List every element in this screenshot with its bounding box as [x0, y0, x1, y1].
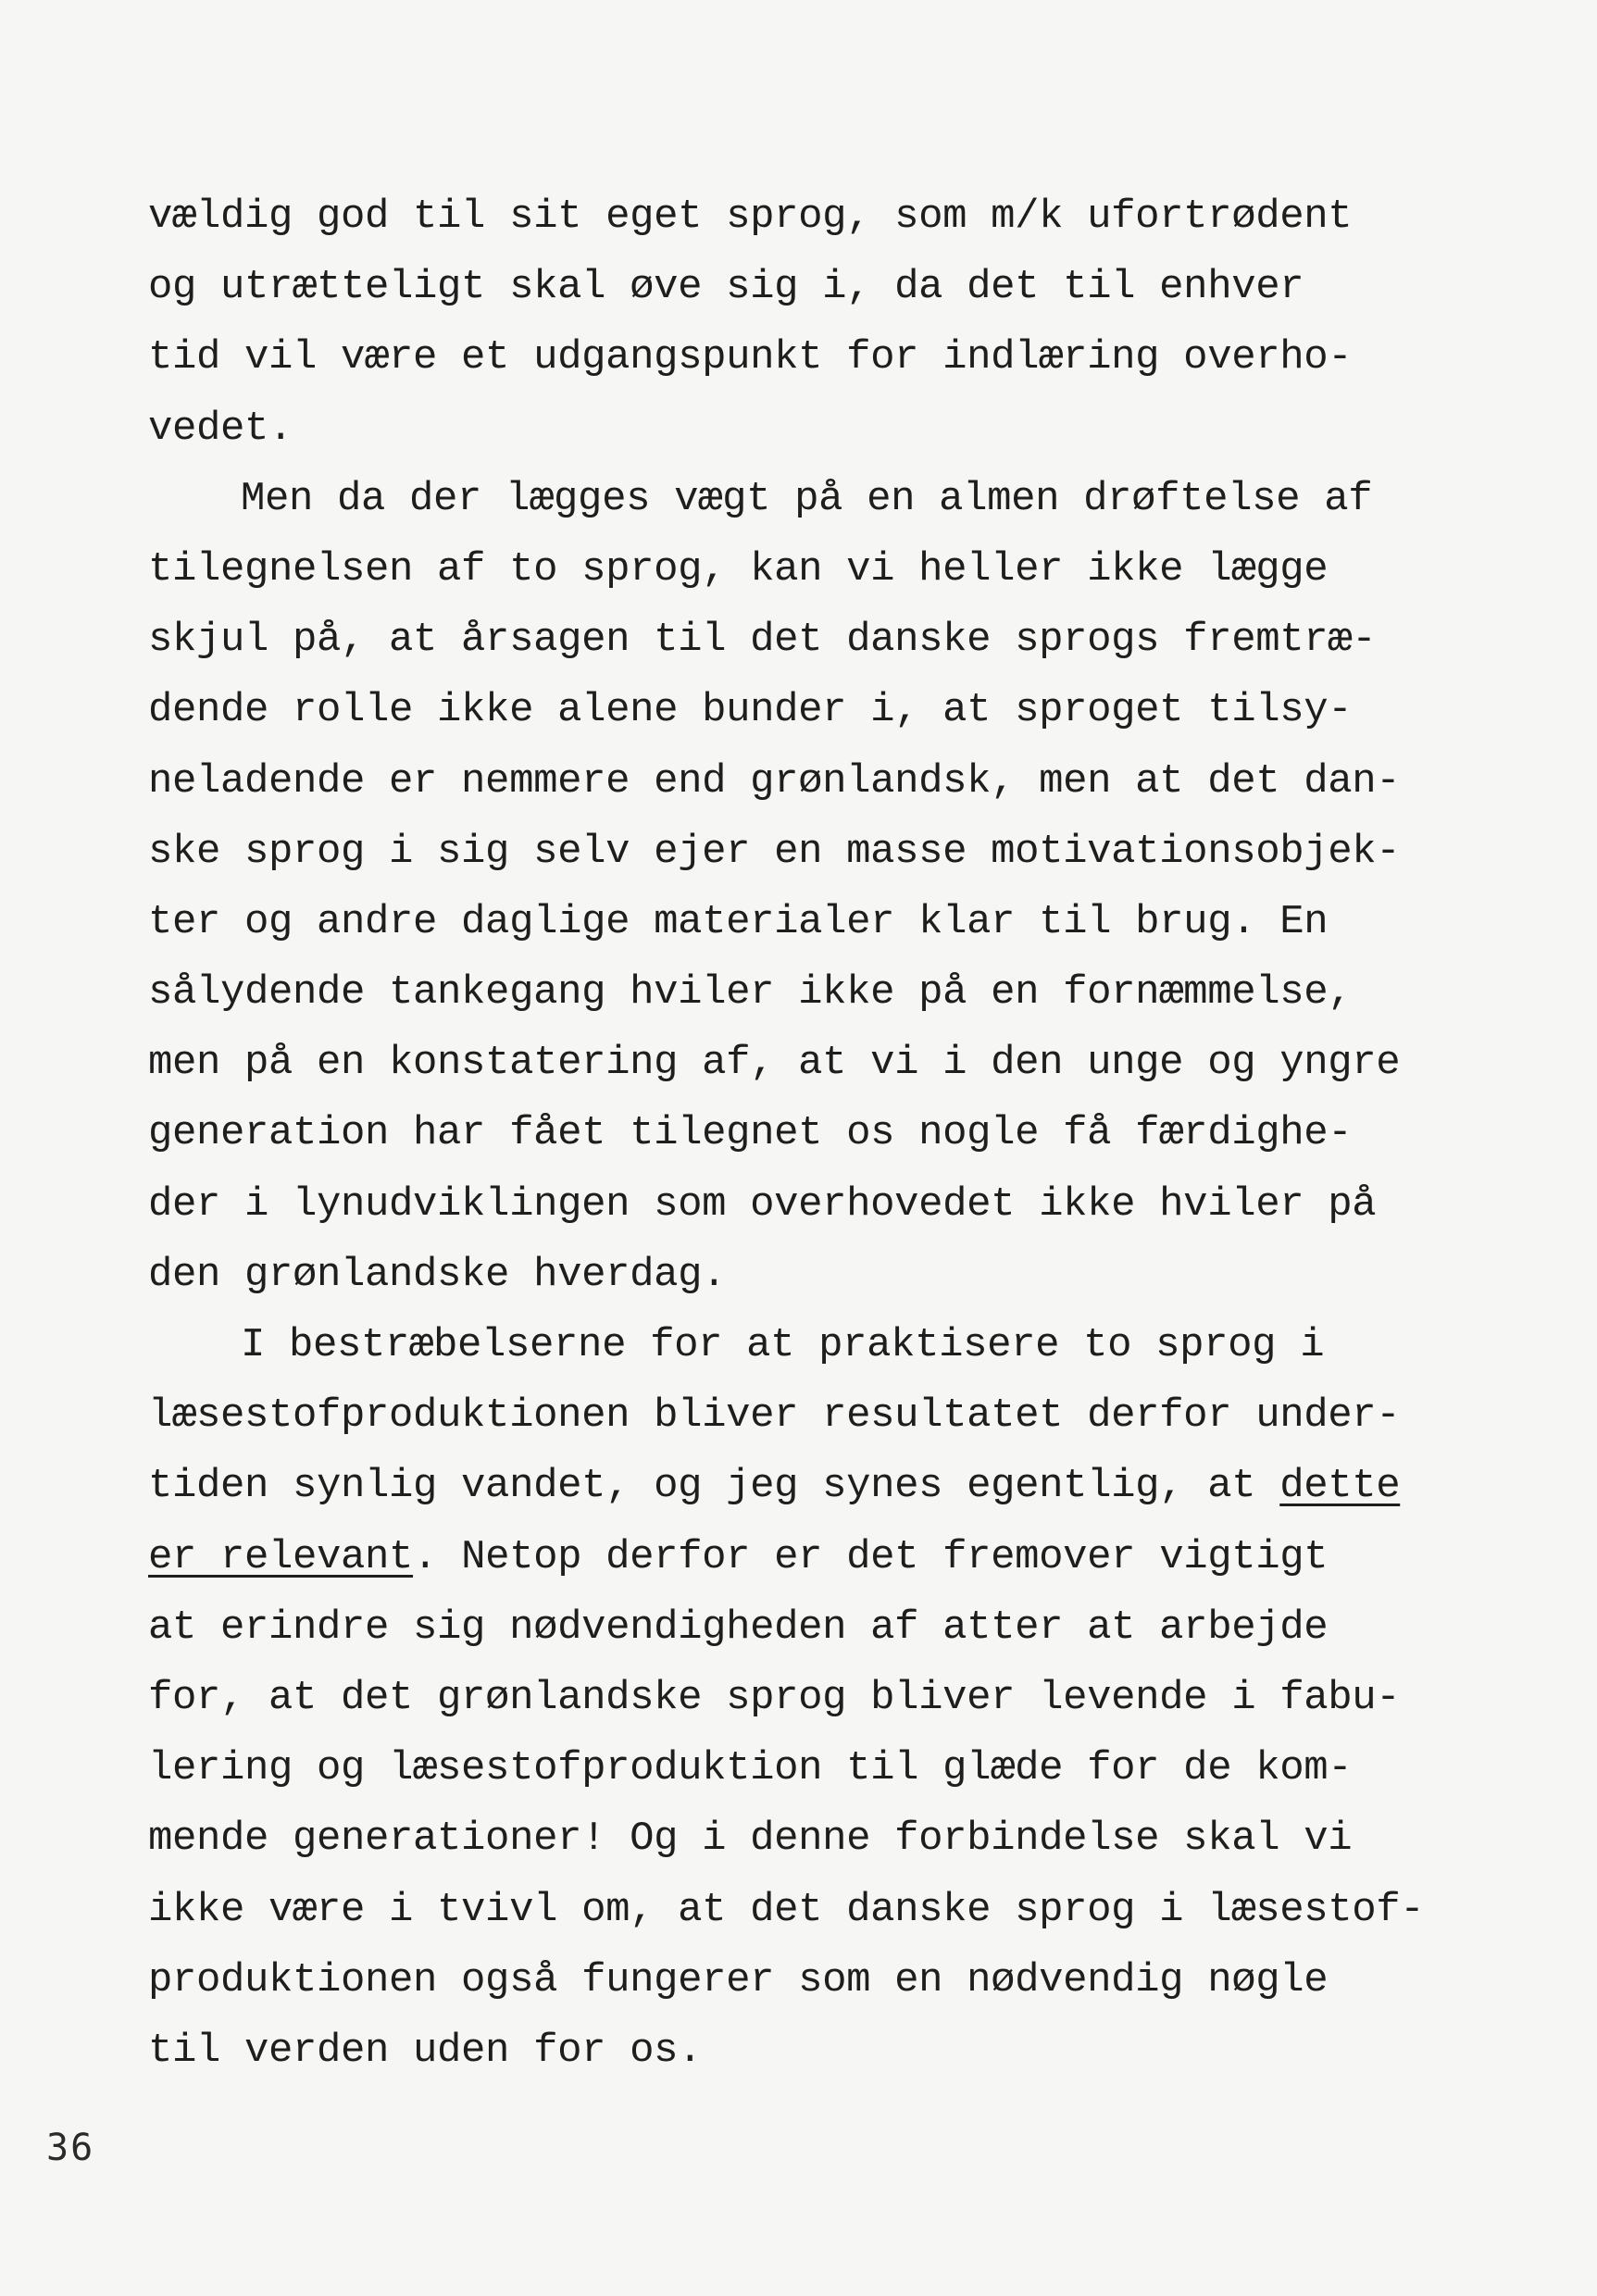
text-line: skjul på, at årsagen til det danske sprogs fremtræ-: [148, 617, 1377, 664]
text-line: vedet.: [148, 405, 293, 452]
underlined-text: dette: [1279, 1463, 1401, 1510]
text-line: tid vil være et udgangspunkt for indlæring overho-: [148, 334, 1353, 381]
text-line: der i lynudviklingen som overhovedet ikke hviler på: [148, 1180, 1377, 1228]
text-line: Men da der lægges vægt på en almen drøftelse af: [241, 475, 1373, 522]
text-line: sålydende tankegang hviler ikke på en fornæmmelse,: [148, 969, 1353, 1017]
text-line: produktionen også fungerer som en nødvendig nøgle: [148, 1956, 1329, 2003]
text-line: mende generationer! Og i denne forbindelse skal vi: [148, 1816, 1353, 1863]
text-line: at erindre sig nødvendigheden af atter at arbejde: [148, 1603, 1329, 1651]
text-line: [148, 1451, 1401, 1521]
text-line: og utrætteligt skal øve sig i, da det til enhver: [148, 264, 1304, 311]
text-segment: . Netop derfor er det fremover vigtigt: [413, 1533, 1329, 1580]
body-text: [148, 181, 1425, 2086]
text-line: neladende er nemmere end grønlandsk, men at det dan-: [148, 757, 1401, 805]
text-segment: tiden synlig vandet, og jeg synes egentlig, at: [148, 1463, 1256, 1510]
text-line: ske sprog i sig selv ejer en masse motivationsobjek-: [148, 828, 1401, 875]
text-line: lering og læsestofproduktion til glæde for de kom-: [148, 1745, 1353, 1792]
text-line: ter og andre daglige materialer klar til brug. En: [148, 898, 1329, 945]
text-line: dende rolle ikke alene bunder i, at sproget tilsy-: [148, 687, 1353, 734]
text-line: læsestofproduktionen bliver resultatet derfor under-: [148, 1392, 1401, 1440]
text-line: generation har fået tilegnet os nogle få færdighe-: [148, 1110, 1353, 1157]
text-line: til verden uden for os.: [148, 2027, 703, 2074]
text-line: men på en konstatering af, at vi i den unge og yngre: [148, 1040, 1401, 1087]
text-line: den grønlandske hverdag.: [148, 1251, 727, 1298]
page-number: 36: [46, 2127, 95, 2169]
text-line: for, at det grønlandske sprog bliver levende i fabu-: [148, 1674, 1401, 1721]
underlined-text: er relevant: [148, 1533, 414, 1580]
text-line: [148, 1522, 1389, 1592]
text-line: ikke være i tvivl om, at det danske sprog i læsestof-: [148, 1886, 1425, 1933]
text-line: vældig god til sit eget sprog, som m/k ufortrødent: [148, 193, 1353, 240]
text-line: tilegnelsen af to sprog, kan vi heller ikke lægge: [148, 545, 1329, 593]
text-line: I bestræbelserne for at praktisere to sprog i: [241, 1322, 1325, 1368]
